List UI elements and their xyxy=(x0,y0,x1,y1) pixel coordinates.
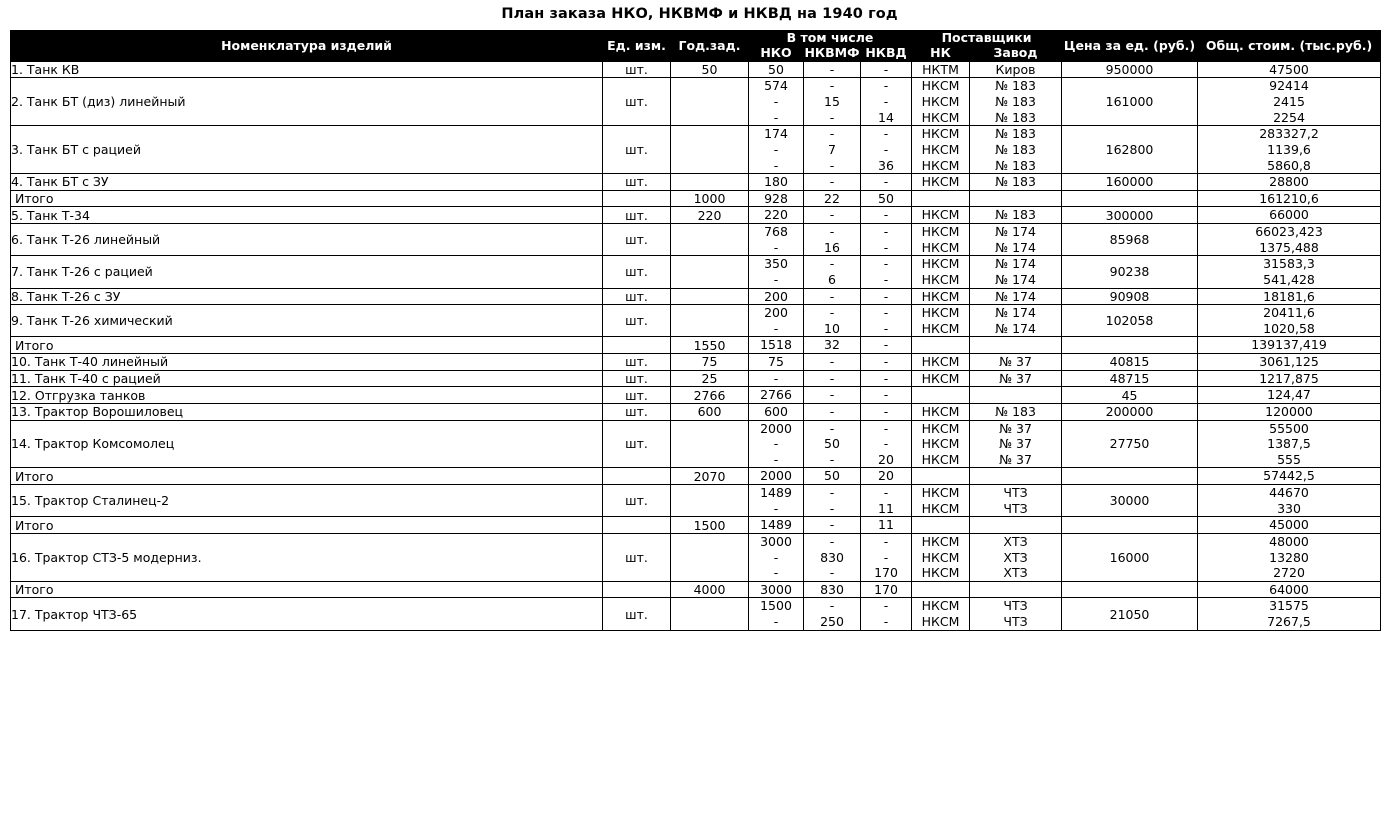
cell-unit: шт. xyxy=(603,533,671,581)
cell-price: 102058 xyxy=(1062,305,1198,337)
header-price-per-unit: Цена за ед. (руб.) xyxy=(1062,31,1198,62)
cell-plant: № 37 № 37 № 37 xyxy=(970,420,1062,468)
cell-price: 30000 xyxy=(1062,485,1198,517)
cell-nko: 1500 - xyxy=(749,598,804,630)
cell-nkvd: 50 xyxy=(861,190,912,207)
cell-total: 3061,125 xyxy=(1198,354,1381,371)
cell-plant: ХТЗ ХТЗ ХТЗ xyxy=(970,533,1062,581)
table-row xyxy=(11,224,1381,256)
cell-nomenclature: Итого xyxy=(11,517,603,534)
cell-nko: 2766 xyxy=(749,387,804,404)
cell-nkvmf: 50 xyxy=(804,468,861,485)
cell-unit xyxy=(603,581,671,598)
cell-unit: шт. xyxy=(603,485,671,517)
cell-nk xyxy=(912,337,970,354)
cell-nomenclature: 14. Трактор Комсомолец xyxy=(11,420,603,468)
cell-nkvd: - xyxy=(861,403,912,420)
cell-price: 40815 xyxy=(1062,354,1198,371)
cell-total: 66023,423 1375,488 xyxy=(1198,224,1381,256)
cell-nk: НКСМ НКСМ xyxy=(912,598,970,630)
table-row-subtotal xyxy=(11,581,1381,598)
table-row xyxy=(11,403,1381,420)
cell-price: 85968 xyxy=(1062,224,1198,256)
cell-nko: 174 - - xyxy=(749,126,804,174)
cell-nko: - xyxy=(749,370,804,387)
cell-unit: шт. xyxy=(603,224,671,256)
cell-nko: 768 - xyxy=(749,224,804,256)
cell-nkvd: 170 xyxy=(861,581,912,598)
table-row xyxy=(11,174,1381,191)
cell-nomenclature: 11. Танк Т-40 с рацией xyxy=(11,370,603,387)
header-among-which: В том числе xyxy=(749,31,912,46)
cell-total: 45000 xyxy=(1198,517,1381,534)
cell-nkvd: - xyxy=(861,288,912,305)
cell-total: 31575 7267,5 xyxy=(1198,598,1381,630)
cell-plant: № 183 xyxy=(970,174,1062,191)
cell-nkvmf: - 250 xyxy=(804,598,861,630)
cell-plant xyxy=(970,468,1062,485)
cell-nkvd: - xyxy=(861,354,912,371)
cell-nkvmf: - 15 - xyxy=(804,78,861,126)
cell-plant xyxy=(970,337,1062,354)
cell-price xyxy=(1062,581,1198,598)
cell-nkvmf: - 830 - xyxy=(804,533,861,581)
cell-nkvmf: - xyxy=(804,370,861,387)
cell-nomenclature: 17. Трактор ЧТЗ-65 xyxy=(11,598,603,630)
cell-plant: ЧТЗ ЧТЗ xyxy=(970,598,1062,630)
cell-nomenclature: Итого xyxy=(11,337,603,354)
cell-nomenclature: 4. Танк БТ с ЗУ xyxy=(11,174,603,191)
cell-year-task: 75 xyxy=(671,354,749,371)
cell-nkvd: - - 14 xyxy=(861,78,912,126)
cell-year-task: 50 xyxy=(671,61,749,78)
cell-nko: 1489 xyxy=(749,517,804,534)
cell-nkvd: 11 xyxy=(861,517,912,534)
cell-nk: НКСМ НКСМ xyxy=(912,485,970,517)
cell-nk: НКТМ xyxy=(912,61,970,78)
cell-nkvd: - xyxy=(861,207,912,224)
cell-year-task: 600 xyxy=(671,403,749,420)
cell-plant xyxy=(970,581,1062,598)
cell-year-task xyxy=(671,224,749,256)
header-nkvd: НКВД xyxy=(861,46,912,61)
table-row xyxy=(11,533,1381,581)
cell-nomenclature: 10. Танк Т-40 линейный xyxy=(11,354,603,371)
cell-nkvd: - xyxy=(861,387,912,404)
table-body xyxy=(11,61,1381,630)
cell-nko: 1518 xyxy=(749,337,804,354)
cell-unit: шт. xyxy=(603,288,671,305)
cell-nk: НКСМ НКСМ НКСМ xyxy=(912,533,970,581)
cell-unit xyxy=(603,468,671,485)
cell-year-task: 1000 xyxy=(671,190,749,207)
cell-nkvmf: - xyxy=(804,387,861,404)
cell-year-task xyxy=(671,420,749,468)
cell-nkvmf: - xyxy=(804,288,861,305)
cell-nkvmf: - 6 xyxy=(804,256,861,288)
cell-unit: шт. xyxy=(603,403,671,420)
cell-total: 64000 xyxy=(1198,581,1381,598)
cell-nko: 200 - xyxy=(749,305,804,337)
cell-nk: НКСМ xyxy=(912,403,970,420)
cell-plant: № 37 xyxy=(970,354,1062,371)
cell-year-task: 2766 xyxy=(671,387,749,404)
cell-nkvd: - - 36 xyxy=(861,126,912,174)
order-plan-table xyxy=(10,30,1381,631)
cell-nkvmf: - - xyxy=(804,485,861,517)
cell-nko: 574 - - xyxy=(749,78,804,126)
table-row xyxy=(11,256,1381,288)
cell-plant: № 174 № 174 xyxy=(970,305,1062,337)
cell-nk: НКСМ НКСМ xyxy=(912,256,970,288)
cell-nkvd: - xyxy=(861,370,912,387)
table-row xyxy=(11,420,1381,468)
cell-unit: шт. xyxy=(603,598,671,630)
cell-total: 28800 xyxy=(1198,174,1381,191)
cell-unit: шт. xyxy=(603,387,671,404)
cell-price: 21050 xyxy=(1062,598,1198,630)
cell-plant: № 183 № 183 № 183 xyxy=(970,78,1062,126)
cell-plant: № 183 № 183 № 183 xyxy=(970,126,1062,174)
cell-nomenclature: Итого xyxy=(11,468,603,485)
cell-nkvmf: 830 xyxy=(804,581,861,598)
cell-total: 31583,3 541,428 xyxy=(1198,256,1381,288)
table-row xyxy=(11,387,1381,404)
cell-nomenclature: 7. Танк Т-26 с рацией xyxy=(11,256,603,288)
cell-total: 20411,6 1020,58 xyxy=(1198,305,1381,337)
cell-total: 283327,2 1139,6 5860,8 xyxy=(1198,126,1381,174)
cell-total: 57442,5 xyxy=(1198,468,1381,485)
cell-price: 300000 xyxy=(1062,207,1198,224)
cell-year-task xyxy=(671,174,749,191)
cell-year-task: 2070 xyxy=(671,468,749,485)
cell-nk: НКСМ НКСМ xyxy=(912,305,970,337)
cell-total: 1217,875 xyxy=(1198,370,1381,387)
cell-price: 16000 xyxy=(1062,533,1198,581)
cell-plant: № 174 № 174 xyxy=(970,224,1062,256)
table-row xyxy=(11,126,1381,174)
cell-price: 48715 xyxy=(1062,370,1198,387)
cell-price xyxy=(1062,190,1198,207)
cell-price: 161000 xyxy=(1062,78,1198,126)
cell-unit: шт. xyxy=(603,61,671,78)
header-suppliers: Поставщики xyxy=(912,31,1062,46)
cell-nomenclature: 6. Танк Т-26 линейный xyxy=(11,224,603,256)
table-row xyxy=(11,485,1381,517)
cell-nkvd: - - 170 xyxy=(861,533,912,581)
cell-total: 66000 xyxy=(1198,207,1381,224)
cell-total: 18181,6 xyxy=(1198,288,1381,305)
cell-nkvmf: 22 xyxy=(804,190,861,207)
table-row xyxy=(11,78,1381,126)
cell-nkvmf: - 7 - xyxy=(804,126,861,174)
cell-nkvmf: - xyxy=(804,354,861,371)
cell-plant xyxy=(970,387,1062,404)
cell-year-task: 4000 xyxy=(671,581,749,598)
cell-total: 161210,6 xyxy=(1198,190,1381,207)
cell-year-task xyxy=(671,288,749,305)
cell-unit: шт. xyxy=(603,305,671,337)
header-unit: Ед. изм. xyxy=(603,31,671,62)
cell-nko: 220 xyxy=(749,207,804,224)
cell-price: 200000 xyxy=(1062,403,1198,420)
cell-price: 162800 xyxy=(1062,126,1198,174)
header-nomenclature: Номенклатура изделий xyxy=(11,31,603,62)
cell-total: 120000 xyxy=(1198,403,1381,420)
cell-price: 27750 xyxy=(1062,420,1198,468)
cell-nkvd: - - xyxy=(861,256,912,288)
cell-price: 160000 xyxy=(1062,174,1198,191)
cell-nkvd: - xyxy=(861,61,912,78)
cell-unit: шт. xyxy=(603,126,671,174)
table-head xyxy=(11,31,1381,62)
cell-plant: № 183 xyxy=(970,207,1062,224)
cell-year-task xyxy=(671,533,749,581)
cell-plant xyxy=(970,190,1062,207)
table-row xyxy=(11,207,1381,224)
cell-nomenclature: 13. Трактор Ворошиловец xyxy=(11,403,603,420)
cell-nko: 3000 xyxy=(749,581,804,598)
table-row-subtotal xyxy=(11,468,1381,485)
table-row-subtotal xyxy=(11,517,1381,534)
cell-nomenclature: 5. Танк Т-34 xyxy=(11,207,603,224)
cell-nko: 600 xyxy=(749,403,804,420)
cell-nomenclature: 8. Танк Т-26 с ЗУ xyxy=(11,288,603,305)
cell-nko: 3000 - - xyxy=(749,533,804,581)
cell-nk xyxy=(912,581,970,598)
cell-nk xyxy=(912,190,970,207)
cell-nk: НКСМ xyxy=(912,288,970,305)
cell-nk xyxy=(912,387,970,404)
cell-nomenclature: 2. Танк БТ (диз) линейный xyxy=(11,78,603,126)
table-row xyxy=(11,370,1381,387)
cell-unit: шт. xyxy=(603,207,671,224)
cell-nko: 50 xyxy=(749,61,804,78)
table-row-subtotal xyxy=(11,190,1381,207)
cell-unit: шт. xyxy=(603,174,671,191)
cell-plant: № 174 xyxy=(970,288,1062,305)
cell-year-task: 1500 xyxy=(671,517,749,534)
header-row-top xyxy=(11,31,1381,46)
cell-nkvmf: - xyxy=(804,517,861,534)
cell-nkvd: - - xyxy=(861,305,912,337)
cell-nkvmf: - 10 xyxy=(804,305,861,337)
table-row xyxy=(11,288,1381,305)
cell-year-task xyxy=(671,305,749,337)
cell-total: 139137,419 xyxy=(1198,337,1381,354)
cell-unit: шт. xyxy=(603,78,671,126)
cell-unit xyxy=(603,517,671,534)
cell-price: 950000 xyxy=(1062,61,1198,78)
cell-nomenclature: 9. Танк Т-26 химический xyxy=(11,305,603,337)
cell-nomenclature: 1. Танк КВ xyxy=(11,61,603,78)
cell-year-task xyxy=(671,126,749,174)
cell-price: 45 xyxy=(1062,387,1198,404)
cell-plant: ЧТЗ ЧТЗ xyxy=(970,485,1062,517)
cell-nko: 2000 - - xyxy=(749,420,804,468)
cell-unit xyxy=(603,190,671,207)
table-row xyxy=(11,305,1381,337)
cell-price: 90908 xyxy=(1062,288,1198,305)
header-total-cost: Общ. стоим. (тыс.руб.) xyxy=(1198,31,1381,62)
cell-nomenclature: Итого xyxy=(11,190,603,207)
cell-nk: НКСМ НКСМ НКСМ xyxy=(912,126,970,174)
cell-price xyxy=(1062,468,1198,485)
cell-nkvd: - 11 xyxy=(861,485,912,517)
cell-nkvd: - xyxy=(861,174,912,191)
cell-nkvmf: - 50 - xyxy=(804,420,861,468)
cell-year-task xyxy=(671,598,749,630)
cell-nk xyxy=(912,468,970,485)
cell-nk: НКСМ xyxy=(912,174,970,191)
cell-year-task xyxy=(671,256,749,288)
header-nko: НКО xyxy=(749,46,804,61)
cell-nko: 75 xyxy=(749,354,804,371)
cell-total: 55500 1387,5 555 xyxy=(1198,420,1381,468)
cell-nomenclature: 16. Трактор СТЗ-5 модерниз. xyxy=(11,533,603,581)
header-year-task: Год.зад. xyxy=(671,31,749,62)
cell-price: 90238 xyxy=(1062,256,1198,288)
cell-nk: НКСМ xyxy=(912,354,970,371)
cell-nko: 200 xyxy=(749,288,804,305)
cell-nk xyxy=(912,517,970,534)
header-nkvmf: НКВМФ xyxy=(804,45,860,61)
cell-unit: шт. xyxy=(603,256,671,288)
cell-year-task xyxy=(671,78,749,126)
table-row xyxy=(11,598,1381,630)
cell-price xyxy=(1062,517,1198,534)
cell-nkvmf: - xyxy=(804,403,861,420)
cell-nko: 180 xyxy=(749,174,804,191)
cell-year-task: 25 xyxy=(671,370,749,387)
cell-plant: № 174 № 174 xyxy=(970,256,1062,288)
cell-nko: 928 xyxy=(749,190,804,207)
cell-plant: № 37 xyxy=(970,370,1062,387)
cell-nomenclature: 15. Трактор Сталинец-2 xyxy=(11,485,603,517)
cell-nk: НКСМ НКСМ НКСМ xyxy=(912,78,970,126)
cell-nkvmf: - xyxy=(804,174,861,191)
cell-nomenclature: Итого xyxy=(11,581,603,598)
cell-nomenclature: 3. Танк БТ с рацией xyxy=(11,126,603,174)
cell-nkvmf: - 16 xyxy=(804,224,861,256)
header-plant: Завод xyxy=(970,46,1062,61)
cell-nomenclature: 12. Отгрузка танков xyxy=(11,387,603,404)
cell-nko: 2000 xyxy=(749,468,804,485)
cell-total: 92414 2415 2254 xyxy=(1198,78,1381,126)
cell-nk: НКСМ xyxy=(912,207,970,224)
cell-total: 124,47 xyxy=(1198,387,1381,404)
cell-nkvmf: - xyxy=(804,61,861,78)
cell-plant: № 183 xyxy=(970,403,1062,420)
cell-unit xyxy=(603,337,671,354)
cell-nk: НКСМ НКСМ xyxy=(912,224,970,256)
cell-price xyxy=(1062,337,1198,354)
cell-nkvd: - xyxy=(861,337,912,354)
cell-unit: шт. xyxy=(603,354,671,371)
cell-year-task: 220 xyxy=(671,207,749,224)
page-title: План заказа НКО, НКВМФ и НКВД на 1940 год xyxy=(501,6,898,22)
cell-nkvmf: - xyxy=(804,207,861,224)
cell-unit: шт. xyxy=(603,420,671,468)
cell-nkvmf: 32 xyxy=(804,337,861,354)
table-row xyxy=(11,354,1381,371)
cell-nkvd: - - xyxy=(861,598,912,630)
cell-plant xyxy=(970,517,1062,534)
cell-nk: НКСМ xyxy=(912,370,970,387)
cell-total: 44670 330 xyxy=(1198,485,1381,517)
cell-unit: шт. xyxy=(603,370,671,387)
cell-total: 48000 13280 2720 xyxy=(1198,533,1381,581)
cell-year-task xyxy=(671,485,749,517)
cell-nkvd: - - xyxy=(861,224,912,256)
cell-total: 47500 xyxy=(1198,61,1381,78)
cell-nko: 350 - xyxy=(749,256,804,288)
header-nk: НК xyxy=(912,46,970,61)
cell-nko: 1489 - xyxy=(749,485,804,517)
cell-nkvd: - - 20 xyxy=(861,420,912,468)
table-row-subtotal xyxy=(11,337,1381,354)
cell-year-task: 1550 xyxy=(671,337,749,354)
table-row xyxy=(11,61,1381,78)
cell-nkvd: 20 xyxy=(861,468,912,485)
cell-nk: НКСМ НКСМ НКСМ xyxy=(912,420,970,468)
cell-plant: Киров xyxy=(970,61,1062,78)
